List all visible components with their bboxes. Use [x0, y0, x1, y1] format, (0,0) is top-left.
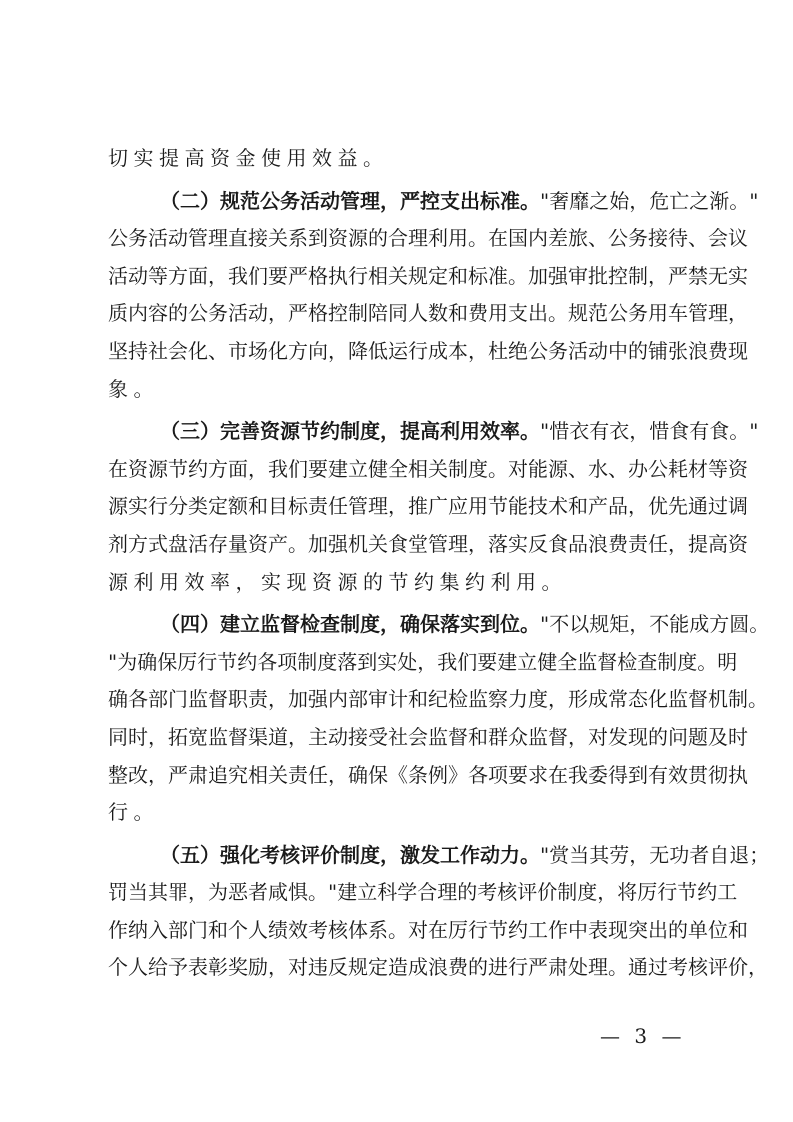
text-line: 行。 — [108, 800, 159, 825]
paragraph-heading-line — [108, 837, 770, 875]
paragraph-2 — [108, 183, 759, 409]
text-line: 切实提高资金使用效益。 — [108, 146, 389, 170]
text-line: "为确保厉行节约各项制度落到实处，我们要建立健全监督检查制度。明 — [108, 649, 738, 674]
text-line: 个人给予表彰奖励，对违反规定造成浪费的进行严肃处理。通过考核评价， — [108, 955, 768, 980]
paragraph-heading-line — [108, 413, 759, 451]
text-line: 源利用效率，实现资源的节约集约利用。 — [108, 569, 567, 594]
document-body — [108, 140, 770, 992]
quote: "不以规矩，不能成方圆。 — [540, 612, 770, 637]
paragraph-5 — [108, 837, 770, 987]
text-line: 整改，严肃追究相关责任，确保《条例》各项要求在我委得到有效贯彻执 — [108, 762, 748, 787]
paragraph-4 — [108, 606, 770, 832]
paragraph-1 — [108, 140, 690, 178]
text-line: 确各部门监督职责，加强内部审计和纪检监察力度，形成常态化监督机制。 — [108, 687, 768, 712]
text-line: 同时，拓宽监督渠道，主动接受社会监督和群众监督，对发现的问题及时 — [108, 724, 748, 749]
text-line: 剂方式盘活存量资产。加强机关食堂管理，落实反食品浪费责任，提高资 — [108, 531, 748, 556]
paragraph-heading-line — [108, 606, 770, 644]
text-line: 象。 — [108, 376, 159, 401]
section-heading: （五）强化考核评价制度，激发工作动力。 — [160, 842, 540, 867]
paragraph-3 — [108, 413, 759, 601]
section-heading: （二）规范公务活动管理，严控支出标准。 — [160, 188, 540, 213]
text-line: 活动等方面，我们要严格执行相关规定和标准。加强审批控制，严禁无实 — [108, 263, 748, 288]
text-line: 源实行分类定额和目标责任管理，推广应用节能技术和产品，优先通过调 — [108, 494, 748, 519]
text-line: 坚持社会化、市场化方向，降低运行成本，杜绝公务活动中的铺张浪费现 — [108, 338, 748, 363]
page-number: — 3 — — [600, 1024, 686, 1048]
text-line: 在资源节约方面，我们要建立健全相关制度。对能源、水、办公耗材等资 — [108, 456, 748, 481]
quote: "奢靡之始，危亡之渐。" — [540, 188, 759, 213]
quote: "赏当其劳，无功者自退； — [540, 842, 770, 867]
section-heading: （四）建立监督检查制度，确保落实到位。 — [160, 612, 540, 637]
text-line: 公务活动管理直接关系到资源的合理利用。在国内差旅、公务接待、会议 — [108, 226, 748, 251]
text-line: 作纳入部门和个人绩效考核体系。对在厉行节约工作中表现突出的单位和 — [108, 917, 748, 942]
text-line: 质内容的公务活动，严格控制陪同人数和费用支出。规范公务用车管理， — [108, 301, 748, 326]
quote: "惜衣有衣，惜食有食。" — [540, 419, 759, 444]
text-line: 罚当其罪，为恶者咸惧。"建立科学合理的考核评价制度，将厉行节约工 — [108, 880, 738, 905]
section-heading: （三）完善资源节约制度，提高利用效率。 — [160, 419, 540, 444]
paragraph-heading-line — [108, 183, 759, 221]
